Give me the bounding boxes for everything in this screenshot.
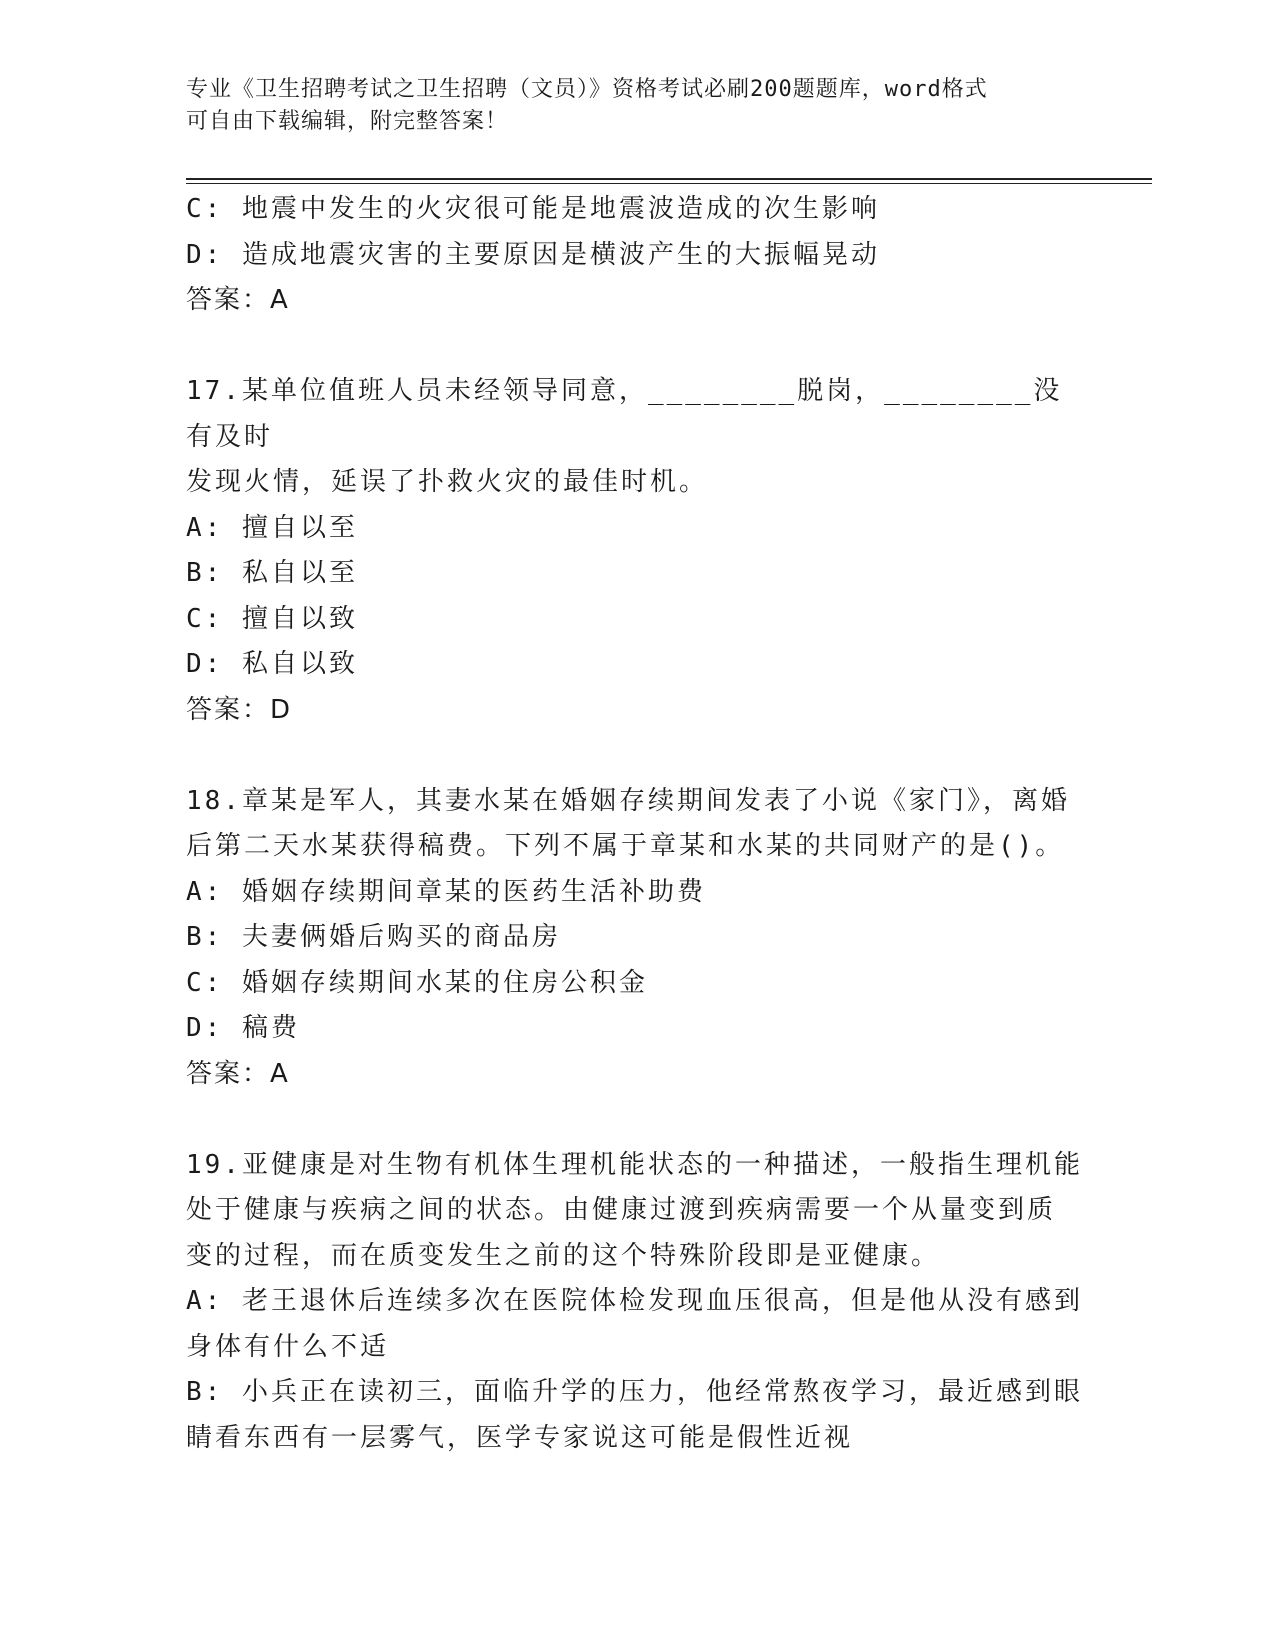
q18-answer: 答案：A <box>186 1058 290 1089</box>
q16-option-d: D: 造成地震灾害的主要原因是横波产生的大振幅晃动 <box>186 239 880 270</box>
spacer <box>186 1097 1086 1143</box>
question-18 <box>186 779 1086 1098</box>
q17-answer: 答案：D <box>186 694 293 725</box>
q17-option-c: C: 擅自以致 <box>186 603 358 634</box>
q18-option-a: A: 婚姻存续期间章某的医药生活补助费 <box>186 876 706 907</box>
question-16-tail <box>186 187 1086 324</box>
question-19 <box>186 1143 1086 1462</box>
q17-option-b: B: 私自以至 <box>186 558 358 588</box>
q18-option-b: B: 夫妻俩婚后购买的商品房 <box>186 922 561 952</box>
spacer <box>186 733 1086 779</box>
spacer <box>186 324 1086 370</box>
q18-stem-line-1: 18.章某是军人，其妻水某在婚姻存续期间发表了小说《家门》，离婚 <box>186 785 1070 816</box>
q17-option-a: A: 擅自以至 <box>186 512 358 543</box>
q19-option-b-line-2: 睛看东西有一层雾气，医学专家说这可能是假性近视 <box>186 1422 854 1453</box>
q18-option-c: C: 婚姻存续期间水某的住房公积金 <box>186 967 648 998</box>
document-header <box>186 74 1066 138</box>
header-title-line-1: 专业《卫生招聘考试之卫生招聘（文员）》资格考试必刷200题题库，word格式 <box>186 77 988 102</box>
question-17 <box>186 369 1086 733</box>
header-divider-thin <box>186 183 1152 184</box>
q19-stem-line-1: 19.亚健康是对生物有机体生理机能状态的一种描述，一般指生理机能 <box>186 1149 1083 1180</box>
q18-stem-line-2: 后第二天水某获得稿费。下列不属于章某和水某的共同财产的是()。 <box>186 831 1065 861</box>
q17-option-d: D: 私自以致 <box>186 649 358 679</box>
header-divider-thick <box>186 178 1152 180</box>
q19-option-a-line-2: 身体有什么不适 <box>186 1331 390 1362</box>
q17-stem-line-1: 17.某单位值班人员未经领导同意，________脱岗，________没有及时 <box>186 376 1063 452</box>
q16-answer: 答案：A <box>186 285 290 315</box>
q19-stem-line-3: 变的过程，而在质变发生之前的这个特殊阶段即是亚健康。 <box>186 1240 941 1271</box>
q19-option-a-line-1: A: 老王退休后连续多次在医院体检发现血压很高，但是他从没有感到 <box>186 1286 1083 1316</box>
q17-stem-line-2: 发现火情，延误了扑救火灾的最佳时机。 <box>186 467 709 497</box>
header-title-line-2: 可自由下载编辑，附完整答案！ <box>186 109 509 134</box>
q16-option-c: C: 地震中发生的火灾很可能是地震波造成的次生影响 <box>186 194 880 224</box>
q19-option-b-line-1: B: 小兵正在读初三，面临升学的压力，他经常熬夜学习，最近感到眼 <box>186 1377 1083 1407</box>
q18-option-d: D: 稿费 <box>186 1013 300 1043</box>
document-body <box>186 187 1086 1461</box>
q19-stem-line-2: 处于健康与疾病之间的状态。由健康过渡到疾病需要一个从量变到质 <box>186 1195 1057 1225</box>
